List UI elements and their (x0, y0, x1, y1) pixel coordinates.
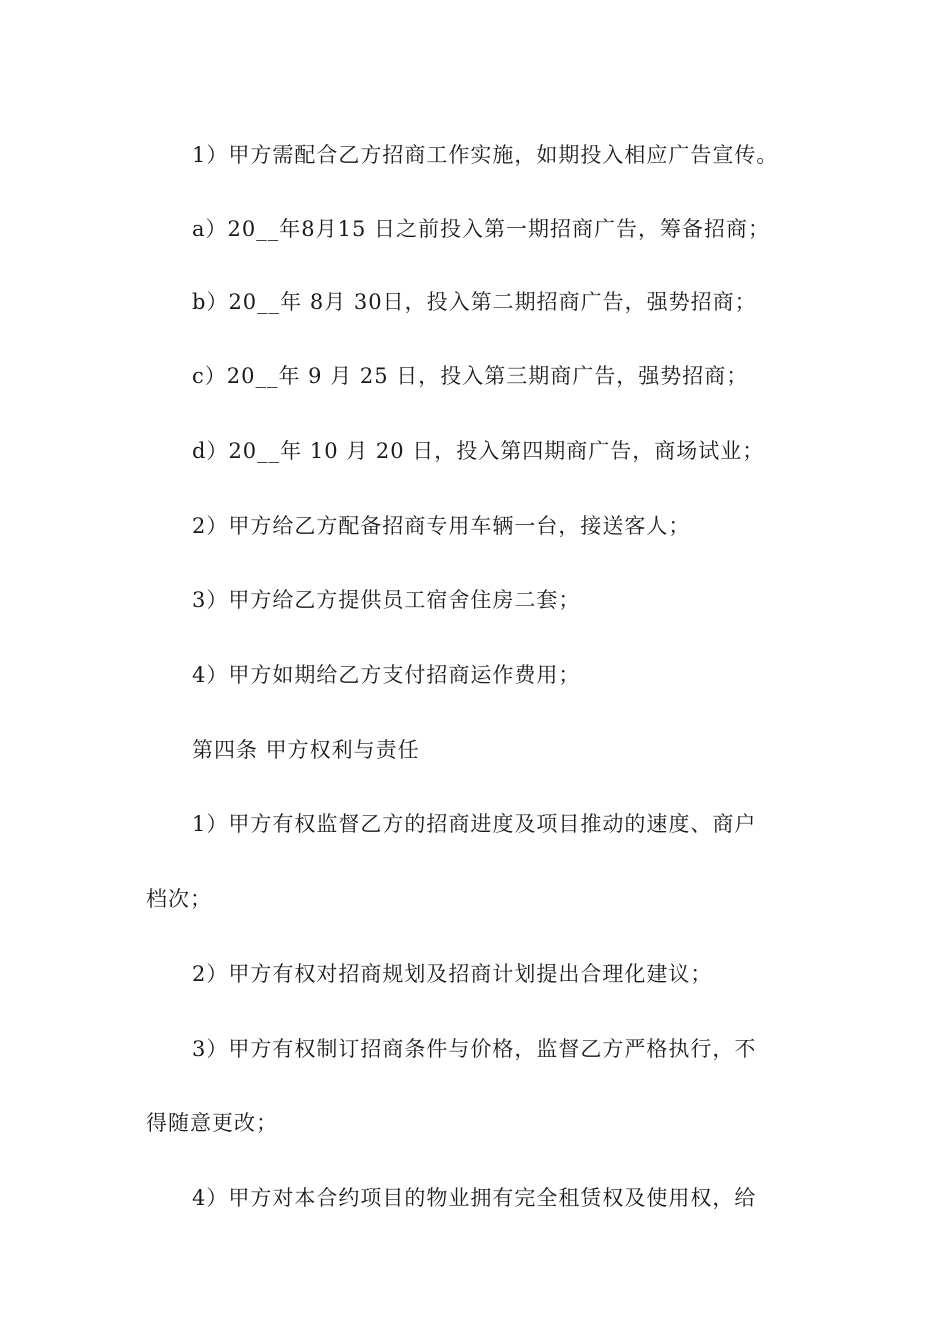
paragraph-line: c）20__年 9 月 25 日，投入第三期商广告，强势招商； (192, 364, 749, 388)
paragraph-line: 2）甲方给乙方配备招商专用车辆一台，接送客人； (192, 514, 691, 538)
paragraph-line: 3）甲方给乙方提供员工宿舍住房二套； (192, 588, 581, 612)
paragraph-line: 3）甲方有权制订招商条件与价格，监督乙方严格执行，不 (192, 1037, 757, 1061)
paragraph-line: 4）甲方对本合约项目的物业拥有完全租赁权及使用权，给 (192, 1186, 757, 1210)
paragraph-line: 档次； (146, 887, 212, 911)
paragraph-line: b）20__年 8月 30日，投入第二期招商广告，强势招商； (192, 290, 757, 314)
paragraph-line: a）20__年8月15 日之前投入第一期招商广告，筹备招商； (192, 217, 770, 241)
paragraph-line: d）20__年 10 月 20 日，投入第四期商广告，商场试业； (192, 439, 765, 463)
paragraph-line: 2）甲方有权对招商规划及招商计划提出合理化建议； (192, 962, 713, 986)
paragraph-line: 1）甲方需配合乙方招商工作实施，如期投入相应广告宣传。 (192, 143, 779, 167)
paragraph-line: 4）甲方如期给乙方支付招商运作费用； (192, 663, 581, 687)
section-heading: 第四条 甲方权利与责任 (192, 738, 420, 762)
paragraph-line: 1）甲方有权监督乙方的招商进度及项目推动的速度、商户 (192, 812, 757, 836)
paragraph-line: 得随意更改； (146, 1111, 278, 1135)
